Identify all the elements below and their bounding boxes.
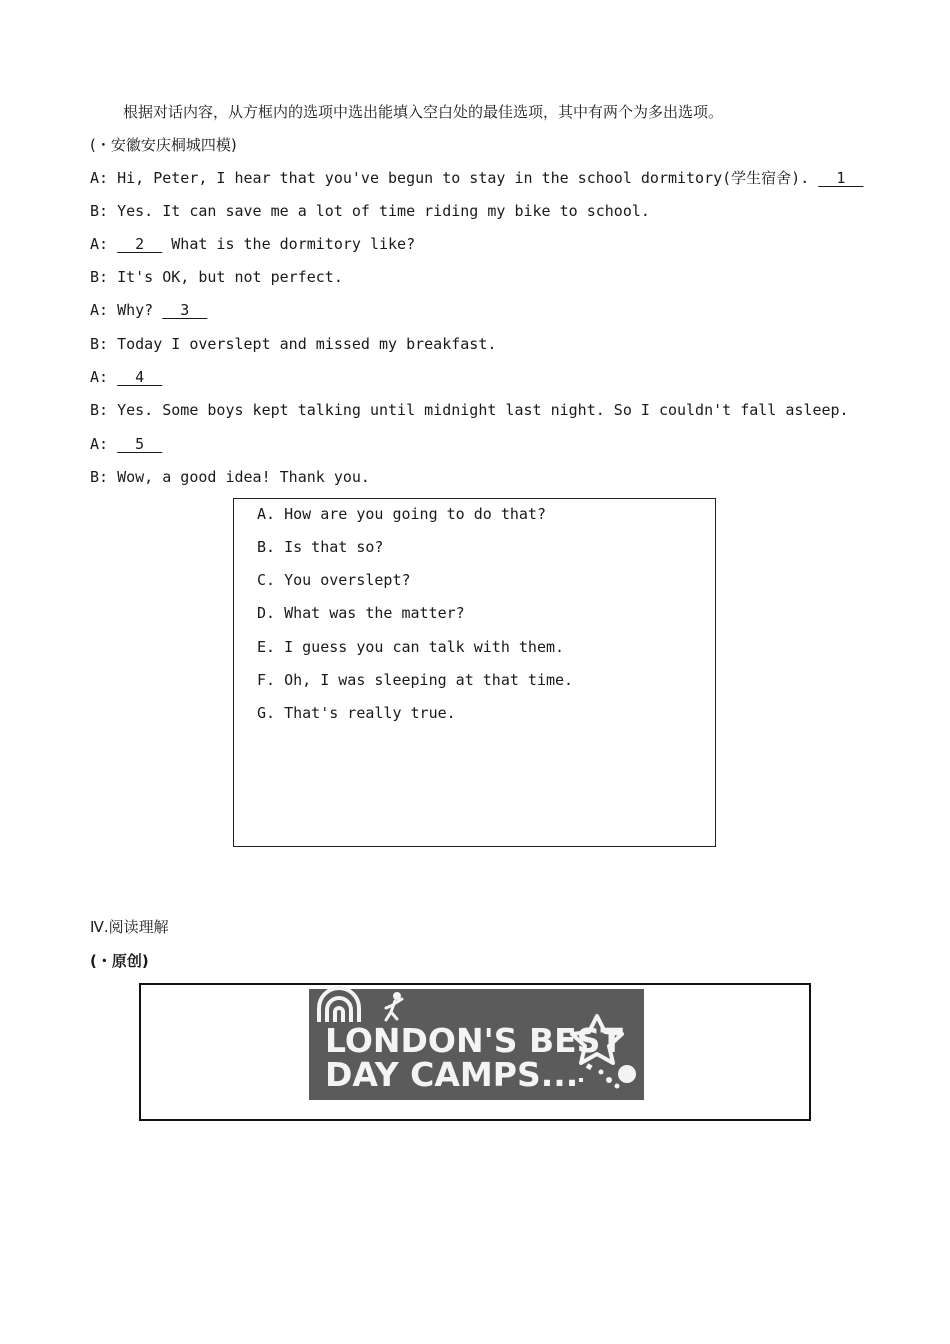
- day-camps-logo: [309, 986, 644, 1100]
- speaker-label: A:: [90, 301, 109, 319]
- dialogue-line: [90, 434, 162, 454]
- dialogue-line: [90, 201, 650, 221]
- section-heading: Ⅳ.阅读理解: [90, 918, 169, 936]
- speaker-label: B:: [90, 468, 109, 486]
- speaker-label: B:: [90, 401, 109, 419]
- speaker-label: B:: [90, 268, 109, 286]
- dialogue-line: [90, 300, 207, 320]
- reading-banner: [139, 983, 811, 1121]
- line-text: [108, 235, 117, 253]
- speaker-label: A:: [90, 235, 109, 253]
- option-f: F. Oh, I was sleeping at that time.: [257, 671, 574, 689]
- option-b: B. Is that so?: [257, 538, 384, 556]
- option-e: E. I guess you can talk with them.: [257, 638, 565, 656]
- dialogue-line: [90, 367, 162, 387]
- dialogue-line: [90, 400, 849, 420]
- line-text: [108, 368, 117, 386]
- line-text: [108, 435, 117, 453]
- option-d: D. What was the matter?: [257, 604, 465, 622]
- logo-title-line2: DAY CAMPS...: [325, 1055, 579, 1094]
- line-text: Yes. Some boys kept talking until midnight last night. So I couldn't fall asleep.: [108, 401, 849, 419]
- options-box: [233, 498, 716, 847]
- line-text: Today I overslept and missed my breakfast.: [108, 335, 497, 353]
- dialogue-line: [90, 267, 343, 287]
- answer-blank-1[interactable]: 1: [818, 169, 864, 187]
- instruction-text: 根据对话内容，从方框内的选项中选出能填入空白处的最佳选项，其中有两个为多出选项。: [123, 103, 724, 121]
- answer-blank-3[interactable]: 3: [162, 301, 208, 319]
- source-note-original: (・原创): [90, 952, 149, 970]
- line-text: Yes. It can save me a lot of time riding my bike to school.: [108, 202, 650, 220]
- option-a: A. How are you going to do that?: [257, 505, 546, 523]
- line-text: What is the dormitory like?: [162, 235, 416, 253]
- answer-blank-5[interactable]: 5: [117, 435, 163, 453]
- line-text: Hi, Peter, I hear that you've begun to stay in the school dormitory(学生宿舍).: [108, 169, 819, 187]
- speaker-label: A:: [90, 169, 109, 187]
- dialogue-line: [90, 467, 370, 487]
- option-c: C. You overslept?: [257, 571, 411, 589]
- line-text: Wow, a good idea! Thank you.: [108, 468, 370, 486]
- source-note: (・安徽安庆桐城四模): [90, 136, 237, 154]
- speaker-label: A:: [90, 368, 109, 386]
- line-text: Why?: [108, 301, 163, 319]
- answer-blank-4[interactable]: 4: [117, 368, 163, 386]
- option-g: G. That's really true.: [257, 704, 456, 722]
- line-text: It's OK, but not perfect.: [108, 268, 343, 286]
- speaker-label: B:: [90, 202, 109, 220]
- dialogue-line: [90, 234, 415, 254]
- speaker-label: B:: [90, 335, 109, 353]
- logo-title-line1: LONDON'S BEST: [325, 1021, 623, 1060]
- dialogue-line: [90, 168, 863, 188]
- speaker-label: A:: [90, 435, 109, 453]
- answer-blank-2[interactable]: 2: [117, 235, 163, 253]
- dialogue-line: [90, 334, 496, 354]
